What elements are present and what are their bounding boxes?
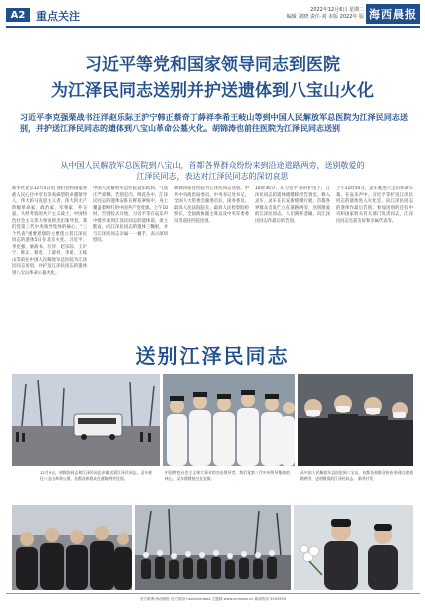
article-column-3: 胡锦涛前往医院为江泽民同志送别。中共中央政治局委员、中央书记处书记，全国人大常委会副委员长，国务委员，最高人民法院院长，最高人民检察院检察长，全国政协副主席以及中央军委委员等前往医院送别。 <box>174 186 249 224</box>
meta-line: 编辑 刘晓 责任·刘 本版 2022年 版 <box>286 14 364 20</box>
footer: 官方微博·海西晨报 官方微信·haixichenbao 主题网 www.xmnews.cn 新闻热线 5555550 <box>139 597 287 601</box>
photo-mourners-white <box>163 374 295 466</box>
caption-3: 从中国人民解放军总医院到八宝山，首都各界群众纷纷来到沿途道路两旁，送别敬爱的江泽民同志。 新华社发 <box>300 470 413 481</box>
header-meta <box>268 7 364 21</box>
headline-line-1: 习近平等党和国家领导同志到医院 <box>85 55 340 75</box>
article-column-5: 上午11时50分，灵车驶进八宝山革命公墓。在哀乐声中，习近平等护送江泽民同志的遗体进入火化室，向江泽民同志的遗体作最后告别。参加送别的还有中央和国家机关有关部门负责同志、江泽民同志生前友好和亲属代表等。 <box>336 186 413 224</box>
footer-rule <box>6 593 420 594</box>
header-rule <box>6 26 420 28</box>
photo-street-procession <box>135 505 291 590</box>
article-column-2: 中国人民解放军总医院哀乐低回，气氛庄严肃穆。告别室内，鲜花丛中，江泽民同志的遗体安卧在鲜花翠柏中，身上覆盖着鲜红的中国共产党党旗。上午10时，告别仪式开始，习近平等在哀乐声中缓步来到江泽民同志的遗体前，肃立默哀，向江泽民同志的遗体三鞠躬，并与江泽民同志亲属一一握手，表示深切慰问。 <box>93 186 168 243</box>
headline-line-2: 为江泽民同志送别并护送遗体到八宝山火化 <box>51 81 374 101</box>
subhead: 习近平李克强栗战书汪洋赵乐际王沪宁韩正蔡奇丁薛祥李希王岐山等到中国人民解放军总医院为江泽民同志送别，并护送江泽民同志的遗体到八宝山革命公墓火化。胡锦涛也前往医院为江泽民同志送别 <box>20 113 408 133</box>
date-line: 2022年12月6日 星期二 <box>310 7 364 13</box>
section-title: 重点关注 <box>36 10 80 23</box>
photo-dark-coats <box>12 505 132 590</box>
photo-crowd <box>298 374 413 466</box>
article-column-1: 新华社北京12月5日电 我们党和国家各族人民心目中享有崇高威望的卓越领导人，伟大的马克思主义者，伟大的无产阶级革命家、政治家、军事家、外交家，久经考验的共产主义战士，中国特色社会主义伟大事业的杰出领导者，我们党第三代中央领导集体的核心，“三个代表”重要思想的主要创立者江泽民同志的遗体5日在北京火化。习近平、李克强、栗战书、汪洋、赵乐际、王沪宁、韩正、蔡奇、丁薛祥、李希、王岐山等前往中国人民解放军总医院为江泽民同志送别，并护送江泽民同志的遗体到八宝山革命公墓火化。 <box>12 186 87 276</box>
page-number: A2 <box>6 8 30 22</box>
caption-2: 中国特色社会主义伟大事业的杰出领导者，我们党第三代中央领导集体的核心，灵车缓缓驶过长安街。 <box>165 470 290 481</box>
photo-hearse <box>12 374 160 466</box>
photo-spread-title: 送别江泽民同志 <box>135 344 290 368</box>
article-column-4: 10时30分，在习近平等的护送下，江泽民同志的遗体缓缓移出告别室，移入灵车。灵车在长安街缓缓行驶，首都各界群众自发伫立在道路两旁，送别敬爱的江泽民同志。人们满怀悲痛，向江泽民同志作最后的告别。 <box>255 186 330 224</box>
masthead-logo: 海西晨报 <box>366 4 420 24</box>
photo-flowers <box>294 505 413 590</box>
caption-1: 12月5日，胡锦涛同志和江泽民同志亲属送别江泽民同志，灵车驶往八宝山革命公墓，首都各界群众在道路两旁送别。 <box>40 470 152 481</box>
headline <box>12 52 413 104</box>
deck: 从中国人民解放军总医院到八宝山，首都各界群众纷纷来到沿途道路两旁，送别敬爱的江泽民同志，表达对江泽民同志的深切哀思 <box>60 161 365 181</box>
